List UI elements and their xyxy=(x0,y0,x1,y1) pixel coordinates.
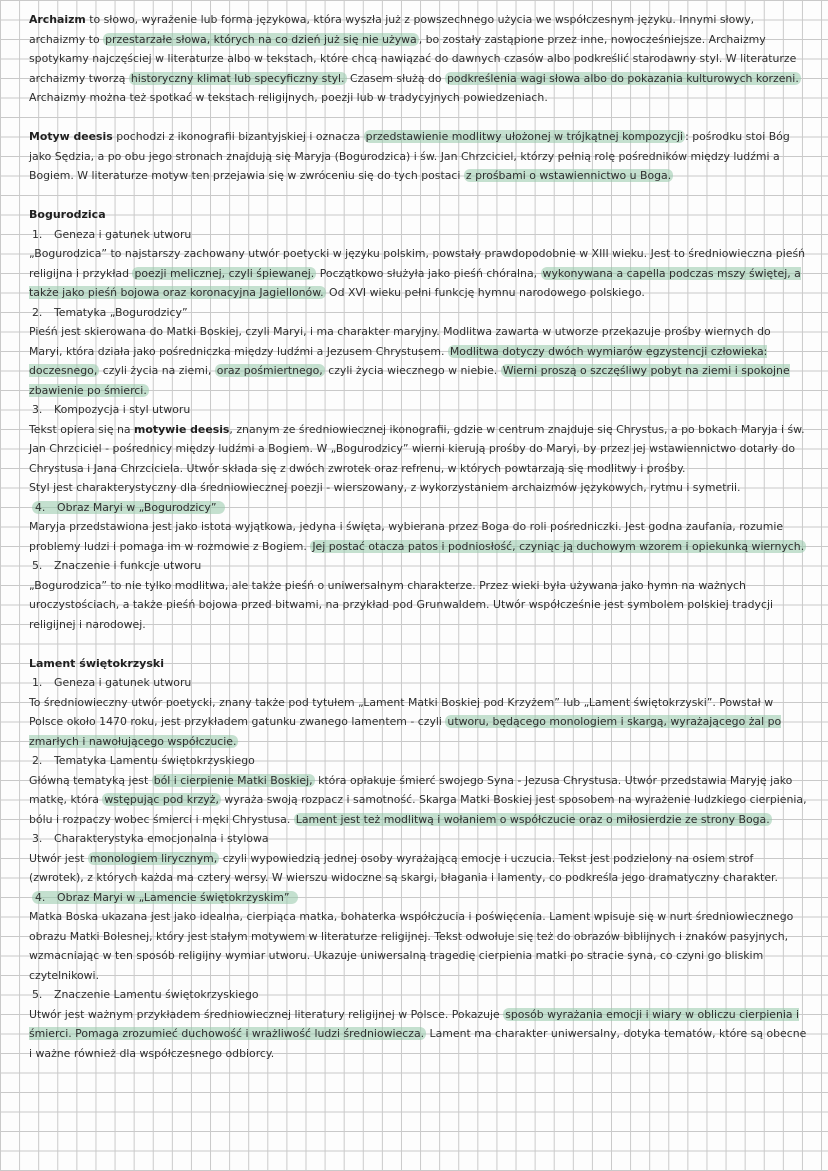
text: : pośrodku stoi Bóg jako Sędzia, a po obu jego stronach znajdują się Maryja (Bogurodzica) i św. Jan Chrzciciel, którzy pełnią rolę pośredników między ludźmi a Bogiem. W literaturze motyw ten przejawia się w zwróceniu się do tych postaci xyxy=(29,130,790,182)
lament-paragraph-4: Matka Boska ukazana jest jako idealna, cierpiąca matka, bohaterka współczucia i poświęcenia. Lament wpisuje się w nurt średniowiecznego obrazu Matki Bolesnej, który jest stałym motywem w literaturze religijnej. Tekst odwołuje się też do obrazów biblijnych i znaków pasyjnych, wzmacniając w ten sposób religijny wymiar utworu. Ukazuje uniwersalną tragedię cierpienia matki po stracie syna, co czyni go bliskim czytelnikowi. xyxy=(29,910,794,982)
text: Czasem służą do xyxy=(346,71,445,85)
text: czyli wypowiedzią jednej osoby wyrażającą emocje i uczucia. Tekst jest podzielony na osiem strof (zwrotek), z których każda ma cztery wersy. W wierszu widoczne są skargi, błagania i lamenty, co podkreśla jego dramatyczny charakter. xyxy=(29,851,778,884)
text: Maryja przedstawiona jest jako istota wyjątkowa, jedyna i święta, wybierana przez Boga do roli pośredniczki. Jest godna zaufania, rozumie problemy ludzi i pomaga im w rozmowie z Bogiem. xyxy=(29,520,784,553)
text: Tekst opiera się na xyxy=(29,422,135,436)
highlight: Jej postać otacza patos i podniosłość, czyniąc ją duchowym wzorem i opiekunką wiernych. xyxy=(312,539,805,553)
subheading-label: Geneza i gatunek utworu xyxy=(54,227,192,241)
text: to słowo, wyrażenie lub forma językowa, która wyszła już z powszechnego użycia we współczesnym języku. Innymi słowy, archaizmy to xyxy=(29,13,755,46)
lament-subheading-5 xyxy=(29,985,807,1005)
subheading-number: 2. xyxy=(32,305,43,319)
deesis-paragraph xyxy=(29,127,807,186)
subheading-number: 1. xyxy=(32,227,43,241)
subheading-number: 5. xyxy=(32,988,43,1001)
highlight: sposób wyrażania emocji i wiary w obliczu cierpienia i śmierci. Pomaga zrozumieć duchowość i wrażliwość ludzi średniowiecza. xyxy=(29,1007,800,1040)
subheading-number: 4. xyxy=(35,500,46,514)
subheading-label: Tematyka „Bogurodzicy” xyxy=(54,305,188,319)
text: Od XVI wieku pełni funkcję hymnu narodowego polskiego. xyxy=(325,286,645,299)
text: pochodzi z ikonografii bizantyjskiej i oznacza xyxy=(112,130,364,143)
text: wyraża swoją rozpacz i samotność. Skarga Matki Boskiej jest sposobem na wyrażenie ludzkiego cierpienia, bólu i rozpaczy wobec śmierci i męki Chrystusa. xyxy=(29,793,807,826)
text: Utwór jest ważnym przykładem średniowiecznej literatury religijnej w Polsce. Pokazuje xyxy=(29,1007,504,1021)
subheading-number: 5. xyxy=(32,559,43,572)
bogurodzica-subheading-5 xyxy=(29,556,807,576)
lament-paragraph-1 xyxy=(29,693,807,752)
highlight: przestarzałe słowa, których na co dzień już się nie używa xyxy=(105,32,417,46)
subheading-label: Geneza i gatunek utworu xyxy=(54,676,192,689)
lament-subheading-3 xyxy=(29,829,807,849)
archaizm-term: Archaizm xyxy=(29,13,86,26)
bogurodzica-subheading-2 xyxy=(29,303,807,323)
bold-term: motywie deesis xyxy=(134,422,230,436)
text: Główną tematyką jest xyxy=(29,773,152,787)
text: To średniowieczny utwór poetycki, znany także pod tytułem „Lament Matki Boskiej pod Krzyżem” lub „Lament świętokrzyski”. Powstał w Polsce około 1470 roku, jest przykładem gatunku zwanego lamentem - czyli xyxy=(29,695,774,728)
lament-subheading-1 xyxy=(29,673,807,693)
bogurodzica-paragraph-5: „Bogurodzica” to nie tylko modlitwa, ale także pieśń o uniwersalnym charakterze. Przez wieki była używana jako hymn na ważnych uroczystościach, a także pieśń bojowa przed bitwami, na przykład pod Grunwaldem. Utwór współcześnie jest symbolem polskiej tradycji religijnej i narodowej. xyxy=(29,578,773,631)
text: czyli życia na ziemi, xyxy=(99,364,215,377)
highlight: wykonywana a capella podczas mszy świętej, a także jako pieśń bojowa oraz koronacyjna Jagiellonów. xyxy=(29,266,801,299)
highlight: Modlitwa dotyczy dwóch wymiarów egzystencji człowieka: doczesnego, xyxy=(29,344,768,377)
text: „Bogurodzica” to najstarszy zachowany utwór poetycki w języku polskim, powstały prawdopodobnie w XIII wieku. Jest to średniowieczna pieśń religijna i przykład xyxy=(29,247,806,280)
bogurodzica-subheading-3 xyxy=(29,400,807,420)
subheading-label: Charakterystyka emocjonalna i stylowa xyxy=(54,832,269,845)
text: Archaizmy można też spotkać w tekstach religijnych, poezji lub w tradycyjnych powiedzeniach. xyxy=(29,91,548,104)
text: , bo zostały zastąpione przez inne, nowocześniejsze. Archaizmy spotykamy najczęściej w literaturze albo w tekstach, które chcą nawiązać do dawnych czasów albo podkreślić starodawny styl. W literaturze archaizmy tworzą xyxy=(29,32,797,85)
bogurodzica-subheading-1 xyxy=(29,225,807,245)
highlight: monologiem lirycznym, xyxy=(89,851,218,865)
highlight: przedstawienie modlitwy ułożonej w trójkątnej kompozycji xyxy=(365,130,684,143)
text: Pieśń jest skierowana do Matki Boskiej, czyli Maryi, i ma charakter maryjny. Modlitwa zawarta w utworze przekazuje prośby wiernych do Maryi, która działa jako pośredniczka między ludźmi a Jezusem Chrystusem. xyxy=(29,325,771,358)
highlight: utworu, będącego monologiem i skargą, wyrażającego żal po zmarłych i nawołującego współczucie. xyxy=(29,715,782,748)
highlight: wstępując pod krzyż, xyxy=(104,793,219,806)
bogurodzica-subheading-4 xyxy=(29,498,807,518)
highlight: poezji melicznej, czyli śpiewanej. xyxy=(134,266,315,280)
deesis-term: Motyw deesis xyxy=(29,130,113,143)
subheading-number: 4. xyxy=(35,890,46,904)
lament-paragraph-5 xyxy=(29,1005,807,1064)
subheading-label: Znaczenie Lamentu świętokrzyskiego xyxy=(54,988,259,1001)
bogurodzica-title: Bogurodzica xyxy=(29,208,106,221)
subheading-label: Obraz Maryi w „Bogurodzicy” xyxy=(57,500,217,514)
text: która opłakuje śmierć swojego Syna - Jezusa Chrystusa. Utwór przedstawia Maryję jako matkę, która xyxy=(29,773,793,806)
highlight: z prośbami o wstawiennictwo u Boga. xyxy=(465,169,672,182)
bogurodzica-paragraph-4 xyxy=(29,517,807,556)
text: , znanym ze średniowiecznej ikonografii, gdzie w centrum znajduje się Chrystus, a po bokach Maryja i św. Jan Chrzciciel - pośrednicy między ludźmi a Bogiem. W „Bogurodzicy” wierni kierują prośby do Maryi, by przez jej wstawiennictwo dotarły do Chrystusa i Jana Chrzciciela. Utwór składa się z dwóch zwrotek oraz refrenu, w których powtarzają się modlitwy i prośby. xyxy=(29,422,805,475)
lament-paragraph-2 xyxy=(29,771,807,830)
notes-page xyxy=(29,10,807,1063)
highlight: historyczny klimat lub specyficzny styl. xyxy=(130,71,345,85)
subheading-label: Tematyka Lamentu świętokrzyskiego xyxy=(54,754,255,767)
subheading-number: 3. xyxy=(32,403,43,416)
bogurodzica-paragraph-3b: Styl jest charakterystyczny dla średniowiecznej poezji - wierszowany, z wykorzystaniem archaizmów językowych, rytmu i symetrii. xyxy=(29,481,741,494)
highlight: ból i cierpienie Matki Boskiej, xyxy=(153,773,313,787)
bogurodzica-paragraph-1 xyxy=(29,244,807,303)
subheading-label: Obraz Maryi w „Lamencie świętokrzyskim” xyxy=(57,890,290,904)
highlight: podkreślenia wagi słowa albo do pokazania kulturowych korzeni. xyxy=(447,71,799,85)
text: czyli życia wiecznego w niebie. xyxy=(324,364,501,377)
archaizm-paragraph xyxy=(29,10,807,108)
subheading-number: 3. xyxy=(32,832,43,845)
highlight: Wierni proszą o szczęśliwy pobyt na ziemi i spokojne zbawienie po śmierci. xyxy=(29,364,790,397)
text: Utwór jest xyxy=(29,851,88,865)
text: Początkowo służyła jako pieśń chóralna, xyxy=(316,266,541,280)
subheading-label: Kompozycja i styl utworu xyxy=(54,403,191,416)
bogurodzica-paragraph-2 xyxy=(29,322,807,400)
lament-subheading-2 xyxy=(29,751,807,771)
lament-paragraph-3 xyxy=(29,849,807,888)
lament-title: Lament świętokrzyski xyxy=(29,656,164,670)
bogurodzica-paragraph-3 xyxy=(29,420,807,479)
subheading-number: 1. xyxy=(32,676,43,689)
text: Lament ma charakter uniwersalny, dotyka tematów, które są obecne i ważne również dla współczesnego odbiorcy. xyxy=(29,1027,807,1060)
subheading-label: Znaczenie i funkcje utworu xyxy=(54,559,202,572)
highlight: Lament jest też modlitwą i wołaniem o współczucie oraz o miłosierdzie ze strony Boga. xyxy=(295,812,770,826)
lament-subheading-4 xyxy=(29,888,807,908)
highlight: oraz pośmiertnego, xyxy=(216,364,323,377)
subheading-number: 2. xyxy=(32,754,43,767)
